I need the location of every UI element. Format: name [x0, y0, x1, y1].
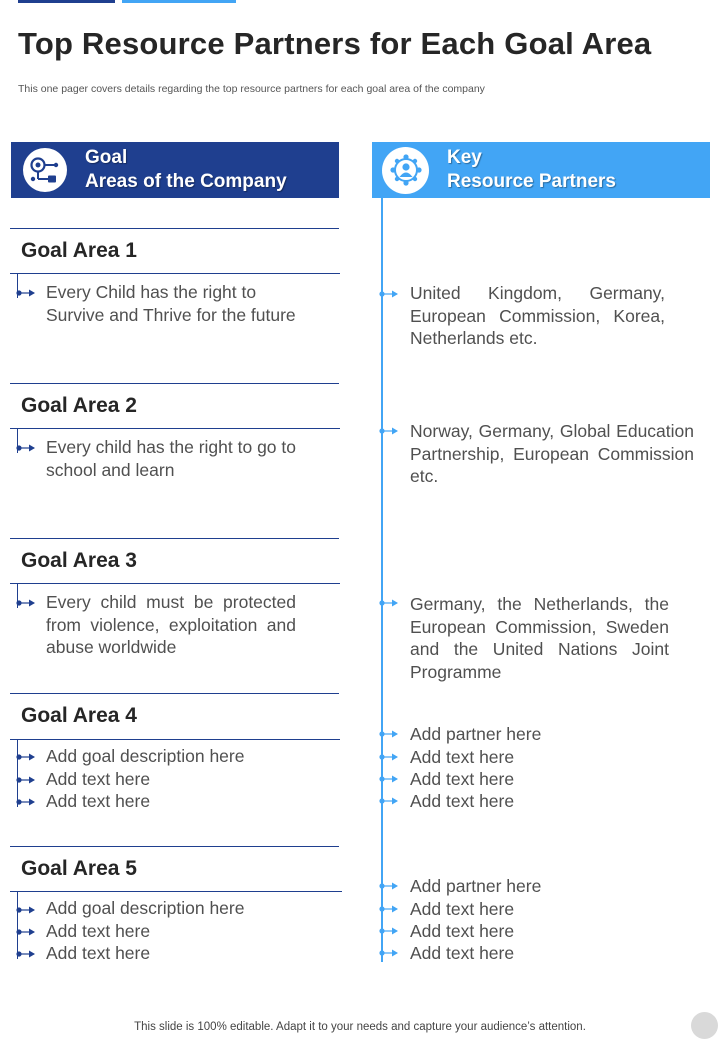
goal-description: Every child must be protected from violence, exploitation and abuse worldwide [46, 592, 296, 657]
goal-top-rule [10, 228, 339, 229]
partners-network-icon [382, 147, 429, 194]
goal-description: Every child has the right to go to school and learn [46, 437, 296, 480]
arrow-bullet-icon [16, 905, 38, 915]
top-accent-bar-dark [18, 0, 115, 3]
goal-top-rule [10, 538, 339, 539]
partner-item: Add partner here [410, 876, 542, 896]
goal-description: Add text here [46, 943, 151, 963]
partner-item: Add text here [410, 747, 515, 767]
arrow-bullet-icon [16, 288, 38, 298]
top-accent-bar-light [122, 0, 236, 3]
goal-description: Add text here [46, 921, 151, 941]
arrow-bullet-icon [16, 927, 38, 937]
partners-timeline-line [381, 198, 383, 962]
arrow-bullet-icon [379, 904, 401, 914]
arrow-bullet-icon [379, 926, 401, 936]
arrow-bullet-icon [379, 774, 401, 784]
goal-area-title: Goal Area 4 [21, 704, 137, 727]
goal-separator [10, 739, 340, 740]
goal-description: Add goal description here [46, 746, 245, 766]
arrow-bullet-icon [379, 796, 401, 806]
partner-list-text: United Kingdom, Germany, European Commission, Korea, Netherlands etc. [410, 283, 665, 348]
header-line-2: Resource Partners [447, 171, 616, 192]
arrow-bullet-icon [379, 729, 401, 739]
arrow-bullet-icon [379, 598, 401, 608]
page-indicator-circle [691, 1012, 718, 1039]
goal-area-title: Goal Area 1 [21, 239, 137, 262]
goal-separator [10, 273, 340, 274]
arrow-bullet-icon [379, 289, 401, 299]
page-subtitle: This one pager covers details regarding the top resource partners for each goal area of the company [18, 83, 485, 95]
partner-item: Add text here [410, 921, 515, 941]
arrow-bullet-icon [379, 426, 401, 436]
footer-note: This slide is 100% editable. Adapt it to your needs and capture your audience’s attention. [134, 1021, 586, 1033]
goal-area-title: Goal Area 2 [21, 394, 137, 417]
arrow-bullet-icon [16, 775, 38, 785]
header-line-2: Areas of the Company [85, 171, 287, 192]
goal-separator [10, 428, 340, 429]
resource-partners-header-text [447, 146, 616, 195]
partner-item: Add partner here [410, 724, 542, 744]
goal-area-title: Goal Area 3 [21, 549, 137, 572]
partner-list-text: Germany, the Netherlands, the European Commission, Sweden and the United Nations Joint Programme [410, 594, 669, 682]
arrow-bullet-icon [379, 948, 401, 958]
partner-item: Add text here [410, 943, 515, 963]
arrow-bullet-icon [16, 443, 38, 453]
arrow-bullet-icon [16, 752, 38, 762]
arrow-bullet-icon [16, 598, 38, 608]
page-title: Top Resource Partners for Each Goal Area [18, 26, 652, 61]
goal-separator [10, 891, 342, 892]
arrow-bullet-icon [16, 797, 38, 807]
goal-description: Add text here [46, 791, 151, 811]
goal-description: Add text here [46, 769, 151, 789]
goal-description: Every Child has the right to Survive and Thrive for the future [46, 282, 296, 325]
resource-partners-header [372, 142, 710, 198]
arrow-bullet-icon [16, 949, 38, 959]
goal-areas-header-text [85, 146, 287, 195]
partner-list-text: Norway, Germany, Global Education Partnership, European Commission etc. [410, 421, 694, 486]
arrow-bullet-icon [379, 752, 401, 762]
partner-item: Add text here [410, 769, 515, 789]
target-network-icon [23, 148, 67, 192]
header-line-1: Key [447, 146, 482, 168]
goal-area-title: Goal Area 5 [21, 857, 137, 880]
header-line-1: Goal [85, 146, 128, 168]
arrow-bullet-icon [379, 881, 401, 891]
partner-item: Add text here [410, 791, 515, 811]
goal-top-rule [10, 846, 339, 847]
goal-separator [10, 583, 340, 584]
partner-item: Add text here [410, 899, 515, 919]
goal-top-rule [10, 383, 339, 384]
goal-top-rule [10, 693, 339, 694]
goal-areas-header [11, 142, 339, 198]
goal-description: Add goal description here [46, 898, 245, 918]
